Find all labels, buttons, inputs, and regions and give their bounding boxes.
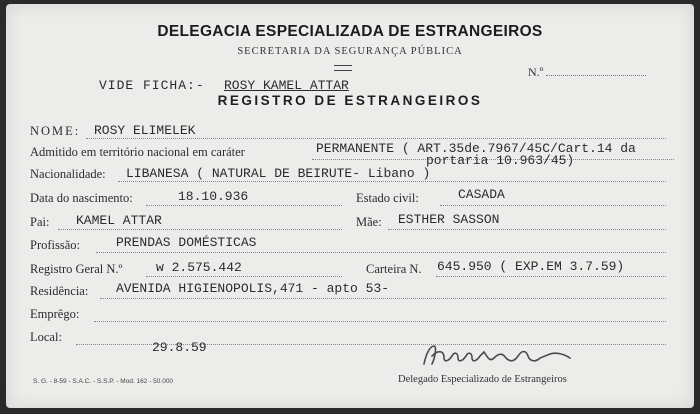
form-code: S. G. - 8-59 - S.A.C. - S.S.P. - Mod. 162 - 50.000 [33,378,174,385]
estado-civil-line [440,205,666,206]
nome-value: ROSY ELIMELEK [94,123,196,138]
nascimento-line [146,205,342,206]
local-date: 29.8.59 [152,340,207,355]
mae-value: ESTHER SASSON [398,212,500,227]
header-separator [334,65,352,71]
record-number [528,65,646,80]
emprego-label: Emprêgo: [30,307,80,321]
residencia-label: Residência: [30,284,89,298]
vide-ficha-label: VIDE FICHA:- [99,78,205,93]
admitido-label: Admitido em território nacional em caráter [30,145,245,159]
carteira-value: 645.950 ( EXP.EM 3.7.59) [437,259,625,274]
nome-label: NOME: [30,124,81,138]
pai-label: Pai: [30,215,50,229]
nacionalidade-label: Nacionalidade: [30,167,106,181]
mae-line [388,229,666,230]
local-label: Local: [30,330,62,344]
profissao-value: PRENDAS DOMÉSTICAS [116,235,257,250]
estado-civil-label: Estado civil: [356,191,419,205]
estado-civil-value: CASADA [458,187,505,202]
carteira-label: Carteira N. [366,262,422,276]
registro-geral-label: Registro Geral N.º [30,262,123,276]
profissao-label: Profissão: [30,238,80,252]
vide-ficha-value: ROSY KAMEL ATTAR [224,78,349,93]
registro-geral-line [146,276,342,277]
residencia-line [100,298,666,299]
registro-geral-value: w 2.575.442 [156,260,242,275]
profissao-line [96,252,666,253]
nascimento-value: 18.10.936 [178,189,249,204]
pai-value: KAMEL ATTAR [76,213,162,228]
pai-line [58,229,342,230]
registration-card [6,4,694,408]
mae-label: Mãe: [356,215,382,229]
header-subtitle: SECRETARIA DA SEGURANÇA PÚBLICA [237,46,463,57]
nascimento-label: Data do nascimento: [30,191,133,205]
record-number-label: N.º [528,65,544,79]
carteira-line [436,276,666,277]
emprego-line [94,321,666,322]
header-title: DELEGACIA ESPECIALIZADA DE ESTRANGEIROS [157,23,543,40]
admitido-value-2: portaria 10.963/45) [426,153,575,168]
signatory-title: Delegado Especializado de Estrangeiros [398,374,567,385]
nacionalidade-value: LIBANESA ( NATURAL DE BEIRUTE- Libano ) [126,166,431,181]
nome-line [86,138,666,139]
admitido-value: PERMANENTE ( ART.35de.7967/45C/Cart.14 da [316,141,636,156]
nacionalidade-line [118,181,666,182]
form-title: REGISTRO DE ESTRANGEIROS [217,93,483,108]
signature-icon [418,340,594,370]
residencia-value: AVENIDA HIGIENOPOLIS,471 - apto 53- [116,281,390,296]
record-number-blank [546,65,646,76]
